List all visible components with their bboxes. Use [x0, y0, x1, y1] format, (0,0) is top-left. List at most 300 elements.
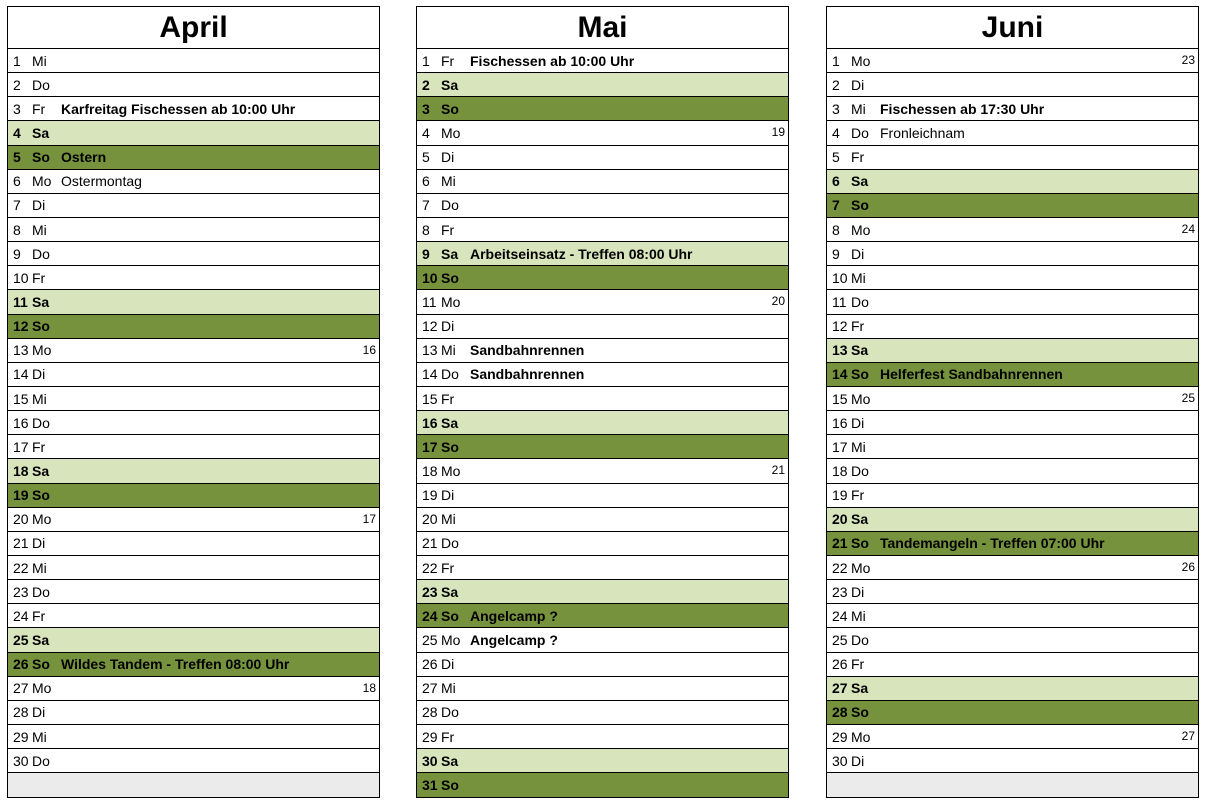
day-row — [417, 387, 788, 411]
day-number: 28 — [422, 704, 438, 721]
day-number: 17 — [13, 438, 29, 455]
day-number: 27 — [422, 680, 438, 697]
day-number: 12 — [13, 318, 29, 335]
day-number: 2 — [13, 76, 21, 93]
weekday-label: Mi — [851, 438, 866, 455]
day-number: 30 — [422, 752, 438, 769]
weekday-label: Mo — [851, 390, 871, 407]
weekday-label: Di — [851, 245, 865, 262]
weekday-label: Mo — [441, 293, 461, 310]
day-number: 9 — [13, 245, 21, 262]
day-number: 30 — [13, 752, 29, 769]
day-row — [827, 315, 1198, 339]
day-row — [827, 266, 1198, 290]
day-number: 28 — [13, 704, 29, 721]
day-number: 25 — [422, 631, 438, 648]
day-number: 31 — [422, 777, 438, 794]
weekday-label: Mi — [32, 52, 47, 69]
day-number: 11 — [422, 293, 437, 310]
day-row — [8, 170, 379, 194]
weekday-label: Sa — [441, 414, 459, 431]
day-number: 23 — [832, 583, 848, 600]
day-row — [8, 580, 379, 604]
week-number: 18 — [362, 680, 376, 695]
weekday-label: Do — [441, 366, 459, 383]
weekday-label: Mi — [851, 607, 866, 624]
day-row — [827, 484, 1198, 508]
weekday-label: Fr — [441, 728, 455, 745]
weekday-label: Mi — [851, 100, 866, 117]
day-row — [8, 435, 379, 459]
day-list — [417, 49, 788, 797]
day-number: 8 — [422, 221, 430, 238]
day-number: 21 — [13, 535, 29, 552]
day-row — [8, 653, 379, 677]
day-number: 24 — [13, 607, 29, 624]
day-number: 26 — [832, 656, 848, 673]
day-number: 13 — [422, 342, 438, 359]
weekday-label: Fr — [851, 149, 865, 166]
day-row — [8, 459, 379, 483]
week-number: 20 — [771, 294, 785, 309]
weekday-label: Di — [32, 366, 46, 383]
day-row — [8, 749, 379, 773]
month-title: April — [8, 7, 379, 49]
day-number: 1 — [13, 52, 21, 69]
event-label: Wildes Tandem - Treffen 08:00 Uhr — [61, 656, 290, 673]
day-row — [417, 146, 788, 170]
day-row — [827, 218, 1198, 242]
day-row — [417, 677, 788, 701]
day-number: 12 — [422, 318, 438, 335]
weekday-label: Di — [32, 704, 46, 721]
weekday-label: Sa — [851, 511, 869, 528]
day-row — [827, 194, 1198, 218]
day-number: 6 — [422, 173, 430, 190]
day-number: 15 — [832, 390, 848, 407]
day-number: 11 — [832, 293, 847, 310]
day-row — [827, 701, 1198, 725]
weekday-label: Mi — [32, 221, 47, 238]
day-row — [417, 49, 788, 73]
weekday-label: Sa — [32, 293, 50, 310]
weekday-label: Sa — [32, 124, 50, 141]
day-row — [8, 628, 379, 652]
weekday-label: Mo — [32, 342, 52, 359]
weekday-label: So — [32, 318, 50, 335]
day-row — [417, 339, 788, 363]
day-row — [417, 484, 788, 508]
day-row — [827, 73, 1198, 97]
day-row — [8, 218, 379, 242]
day-row — [8, 604, 379, 628]
day-row — [417, 556, 788, 580]
day-number: 5 — [422, 149, 430, 166]
weekday-label: Fr — [32, 607, 46, 624]
weekday-label: Do — [32, 76, 50, 93]
day-number: 18 — [13, 462, 29, 479]
day-row — [8, 363, 379, 387]
weekday-label: Mo — [441, 124, 461, 141]
day-row — [417, 170, 788, 194]
day-row — [827, 725, 1198, 749]
weekday-label: Fr — [32, 438, 46, 455]
weekday-label: Mi — [32, 559, 47, 576]
day-number: 5 — [832, 149, 840, 166]
day-row — [8, 677, 379, 701]
day-number: 6 — [13, 173, 21, 190]
day-number: 16 — [832, 414, 848, 431]
day-number: 26 — [13, 656, 29, 673]
day-number: 19 — [422, 487, 438, 504]
day-row — [417, 121, 788, 145]
day-row — [827, 290, 1198, 314]
day-number: 10 — [832, 269, 848, 286]
weekday-label: Do — [851, 124, 869, 141]
weekday-label: Sa — [32, 631, 50, 648]
day-row — [417, 773, 788, 797]
weekday-label: So — [441, 438, 459, 455]
weekday-label: Do — [32, 752, 50, 769]
weekday-label: Mi — [32, 390, 47, 407]
day-row — [827, 97, 1198, 121]
day-row — [827, 653, 1198, 677]
day-number: 9 — [422, 245, 430, 262]
event-label: Karfreitag Fischessen ab 10:00 Uhr — [61, 100, 296, 117]
empty-row — [8, 773, 379, 797]
day-list — [827, 49, 1198, 797]
weekday-label: Mi — [851, 269, 866, 286]
day-number: 5 — [13, 149, 21, 166]
event-label: Arbeitseinsatz - Treffen 08:00 Uhr — [470, 245, 693, 262]
day-number: 15 — [13, 390, 29, 407]
day-number: 7 — [832, 197, 840, 214]
weekday-label: So — [851, 197, 869, 214]
weekday-label: Fr — [32, 100, 46, 117]
day-number: 16 — [13, 414, 29, 431]
month-april — [7, 6, 380, 798]
day-number: 21 — [832, 535, 848, 552]
day-number: 18 — [832, 462, 848, 479]
day-number: 12 — [832, 318, 848, 335]
day-row — [417, 194, 788, 218]
event-label: Helferfest Sandbahnrennen — [880, 366, 1063, 383]
weekday-label: Di — [851, 76, 865, 93]
event-label: Angelcamp ? — [470, 607, 558, 624]
weekday-label: Mo — [32, 511, 52, 528]
day-number: 24 — [422, 607, 438, 624]
weekday-label: Sa — [441, 583, 459, 600]
day-number: 18 — [422, 462, 438, 479]
weekday-label: Di — [32, 535, 46, 552]
day-number: 20 — [13, 511, 29, 528]
day-number: 10 — [13, 269, 29, 286]
weekday-label: Sa — [441, 76, 459, 93]
day-number: 29 — [13, 728, 29, 745]
weekday-label: Mo — [851, 52, 871, 69]
day-row — [417, 435, 788, 459]
weekday-label: Mo — [32, 680, 52, 697]
day-number: 27 — [13, 680, 29, 697]
day-number: 6 — [832, 173, 840, 190]
weekday-label: Di — [441, 656, 455, 673]
day-row — [417, 604, 788, 628]
day-row — [417, 411, 788, 435]
weekday-label: So — [441, 777, 459, 794]
day-number: 19 — [13, 487, 29, 504]
day-row — [417, 315, 788, 339]
day-number: 2 — [832, 76, 840, 93]
day-row — [827, 387, 1198, 411]
weekday-label: Mo — [441, 631, 461, 648]
weekday-label: Sa — [441, 245, 459, 262]
event-label: Ostern — [61, 149, 107, 166]
day-row — [417, 653, 788, 677]
weekday-label: Fr — [32, 269, 46, 286]
day-row — [417, 580, 788, 604]
event-label: Angelcamp ? — [470, 631, 558, 648]
day-number: 28 — [832, 704, 848, 721]
event-label: Tandemangeln - Treffen 07:00 Uhr — [880, 535, 1105, 552]
day-number: 14 — [422, 366, 438, 383]
day-number: 27 — [832, 680, 848, 697]
day-row — [827, 435, 1198, 459]
day-number: 9 — [832, 245, 840, 262]
day-row — [417, 218, 788, 242]
day-number: 24 — [832, 607, 848, 624]
day-row — [827, 749, 1198, 773]
day-number: 15 — [422, 390, 438, 407]
day-row — [417, 701, 788, 725]
day-number: 7 — [422, 197, 430, 214]
week-number: 16 — [362, 342, 376, 357]
day-number: 19 — [832, 487, 848, 504]
weekday-label: So — [851, 366, 869, 383]
day-row — [8, 315, 379, 339]
weekday-label: Sa — [851, 173, 869, 190]
day-row — [417, 266, 788, 290]
day-row — [827, 604, 1198, 628]
day-row — [417, 97, 788, 121]
day-number: 14 — [13, 366, 29, 383]
day-list — [8, 49, 379, 797]
weekday-label: Mi — [441, 173, 456, 190]
event-label: Fronleichnam — [880, 124, 965, 141]
event-label: Sandbahnrennen — [470, 342, 585, 359]
weekday-label: So — [441, 269, 459, 286]
day-number: 20 — [422, 511, 438, 528]
weekday-label: So — [851, 535, 869, 552]
weekday-label: Fr — [441, 52, 455, 69]
day-row — [417, 363, 788, 387]
day-row — [417, 290, 788, 314]
weekday-label: Mo — [441, 462, 461, 479]
day-row — [417, 242, 788, 266]
day-row — [827, 49, 1198, 73]
week-number: 21 — [771, 463, 785, 478]
day-row — [8, 387, 379, 411]
week-number: 25 — [1181, 390, 1195, 405]
day-row — [827, 411, 1198, 435]
day-number: 29 — [422, 728, 438, 745]
day-row — [417, 508, 788, 532]
day-row — [827, 121, 1198, 145]
day-number: 16 — [422, 414, 438, 431]
day-row — [8, 290, 379, 314]
event-label: Sandbahnrennen — [470, 366, 585, 383]
weekday-label: Mi — [32, 728, 47, 745]
day-number: 1 — [422, 52, 430, 69]
day-number: 13 — [832, 342, 848, 359]
day-number: 4 — [422, 124, 430, 141]
day-row — [8, 242, 379, 266]
day-row — [8, 146, 379, 170]
day-row — [8, 73, 379, 97]
weekday-label: Do — [32, 414, 50, 431]
week-number: 26 — [1181, 559, 1195, 574]
day-row — [827, 677, 1198, 701]
day-row — [417, 749, 788, 773]
week-number: 19 — [771, 125, 785, 140]
day-number: 14 — [832, 366, 848, 383]
day-row — [8, 725, 379, 749]
week-number: 24 — [1181, 221, 1195, 236]
day-number: 13 — [13, 342, 29, 359]
weekday-label: Do — [32, 245, 50, 262]
day-row — [8, 508, 379, 532]
weekday-label: Do — [851, 462, 869, 479]
weekday-label: Di — [32, 197, 46, 214]
weekday-label: So — [32, 149, 50, 166]
week-number: 23 — [1181, 53, 1195, 67]
day-number: 20 — [832, 511, 848, 528]
day-row — [827, 170, 1198, 194]
weekday-label: Fr — [851, 318, 865, 335]
day-row — [8, 194, 379, 218]
day-number: 23 — [13, 583, 29, 600]
day-number: 1 — [832, 52, 840, 69]
day-number: 17 — [832, 438, 848, 455]
day-row — [417, 628, 788, 652]
weekday-label: Di — [441, 149, 455, 166]
day-row — [417, 459, 788, 483]
day-number: 29 — [832, 728, 848, 745]
weekday-label: Do — [441, 704, 459, 721]
day-number: 3 — [832, 100, 840, 117]
weekday-label: Mo — [851, 559, 871, 576]
day-row — [8, 532, 379, 556]
day-row — [827, 363, 1198, 387]
weekday-label: Di — [851, 414, 865, 431]
day-number: 25 — [13, 631, 29, 648]
weekday-label: Do — [441, 197, 459, 214]
day-row — [417, 532, 788, 556]
day-row — [827, 459, 1198, 483]
day-row — [827, 508, 1198, 532]
day-number: 7 — [13, 197, 21, 214]
day-number: 3 — [422, 100, 430, 117]
weekday-label: Do — [851, 631, 869, 648]
day-row — [417, 725, 788, 749]
day-row — [8, 411, 379, 435]
day-row — [8, 97, 379, 121]
day-row — [827, 532, 1198, 556]
weekday-label: So — [441, 100, 459, 117]
weekday-label: Mi — [441, 680, 456, 697]
weekday-label: Do — [32, 583, 50, 600]
weekday-label: Fr — [441, 390, 455, 407]
week-number: 27 — [1181, 728, 1195, 743]
day-row — [827, 242, 1198, 266]
weekday-label: Fr — [851, 487, 865, 504]
day-row — [8, 49, 379, 73]
day-row — [417, 73, 788, 97]
weekday-label: Mo — [851, 221, 871, 238]
day-row — [827, 628, 1198, 652]
weekday-label: Fr — [441, 559, 455, 576]
month-juni — [826, 6, 1199, 798]
event-label: Ostermontag — [61, 173, 142, 190]
weekday-label: Sa — [441, 752, 459, 769]
weekday-label: So — [441, 607, 459, 624]
day-row — [827, 580, 1198, 604]
weekday-label: Di — [441, 487, 455, 504]
day-number: 30 — [832, 752, 848, 769]
weekday-label: Mi — [441, 511, 456, 528]
month-mai — [416, 6, 789, 798]
day-number: 26 — [422, 656, 438, 673]
weekday-label: Mo — [851, 728, 871, 745]
event-label: Fischessen ab 17:30 Uhr — [880, 100, 1045, 117]
weekday-label: Di — [441, 318, 455, 335]
day-number: 21 — [422, 535, 438, 552]
day-number: 3 — [13, 100, 21, 117]
day-row — [8, 556, 379, 580]
day-row — [827, 339, 1198, 363]
month-title: Juni — [827, 7, 1198, 49]
event-label: Fischessen ab 10:00 Uhr — [470, 52, 635, 69]
empty-row — [827, 773, 1198, 797]
weekday-label: Sa — [851, 680, 869, 697]
day-number: 4 — [832, 124, 840, 141]
weekday-label: Mo — [32, 173, 52, 190]
weekday-label: Do — [851, 293, 869, 310]
day-number: 8 — [13, 221, 21, 238]
day-row — [827, 146, 1198, 170]
day-number: 8 — [832, 221, 840, 238]
month-title: Mai — [417, 7, 788, 49]
day-number: 22 — [422, 559, 438, 576]
weekday-label: So — [851, 704, 869, 721]
day-row — [8, 121, 379, 145]
weekday-label: Fr — [441, 221, 455, 238]
day-number: 4 — [13, 124, 21, 141]
day-number: 10 — [422, 269, 438, 286]
weekday-label: So — [32, 656, 50, 673]
day-number: 11 — [13, 293, 28, 310]
day-row — [8, 484, 379, 508]
weekday-label: Di — [851, 583, 865, 600]
weekday-label: Di — [851, 752, 865, 769]
day-number: 25 — [832, 631, 848, 648]
day-number: 17 — [422, 438, 438, 455]
day-number: 2 — [422, 76, 430, 93]
week-number: 17 — [362, 511, 376, 526]
weekday-label: Fr — [851, 656, 865, 673]
weekday-label: Do — [441, 535, 459, 552]
day-number: 22 — [13, 559, 29, 576]
day-row — [827, 556, 1198, 580]
